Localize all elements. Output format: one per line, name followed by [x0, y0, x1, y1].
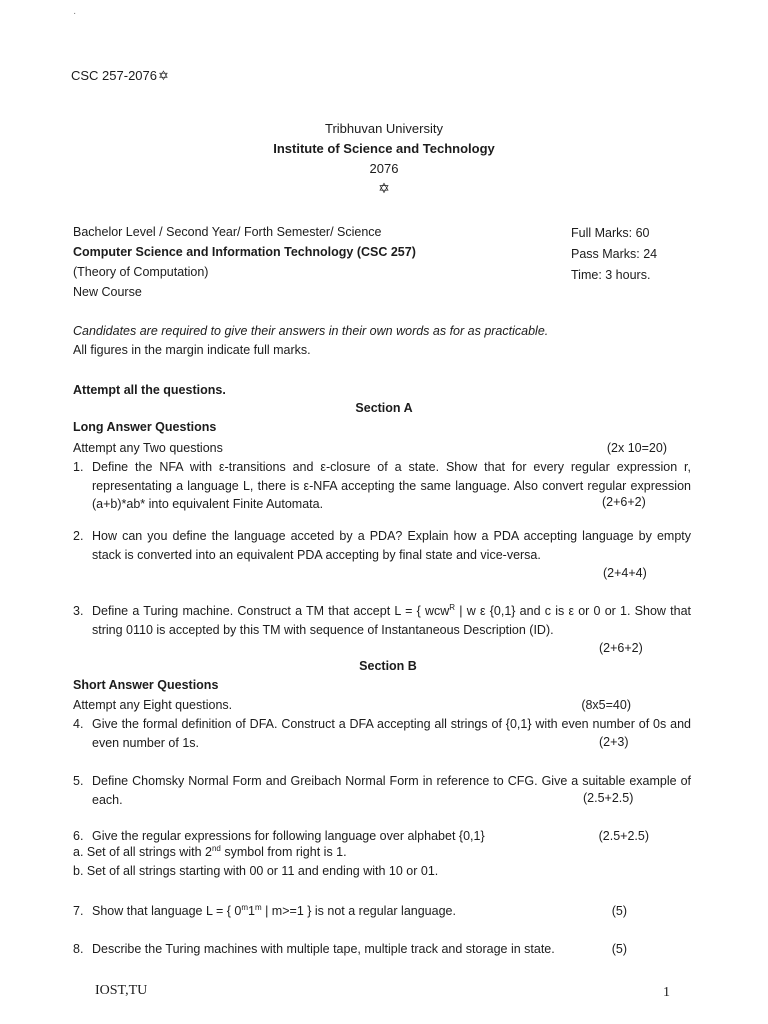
- question-text-cont: | m>=1 } is not a regular language.: [261, 904, 456, 918]
- page-number: 1: [663, 985, 670, 1000]
- part-a-text: a. Set of all strings with 2: [73, 845, 212, 859]
- question-text: How can you define the language acceted by a PDA? Explain how a PDA accepting language by empty stack is converted into an equivalent PDA accepting by final state and vice-versa.: [92, 529, 691, 562]
- attempt-all: Attempt all the questions.: [73, 383, 226, 397]
- question-marks: (5): [611, 904, 627, 918]
- question-marks: (2+3): [599, 735, 629, 749]
- question-marks: (2.5+2.5): [598, 829, 649, 843]
- superscript: m: [241, 902, 248, 912]
- question-number: 4.: [73, 717, 84, 731]
- question-text-cont: | w ε {0,1} and c is ε or 0 or 1. Show that string 0110 is accepted by this TM with sequence of Instantaneous Description (ID).: [92, 604, 692, 637]
- question-1: [73, 458, 691, 514]
- paper-code: [71, 68, 169, 84]
- instruction-line-2: All figures in the margin indicate full marks.: [73, 343, 311, 357]
- question-text: Define Chomsky Normal Form and Greibach Normal Form in reference to CFG. Give a suitable example of each.: [92, 774, 691, 807]
- time-allowed: Time: 3 hours.: [571, 268, 651, 282]
- star-of-david-icon: ✡: [378, 180, 390, 196]
- question-text: Define the NFA with ε-transitions and ε-closure of a state. Show that for every regular expression r, representating a language L, there is ε-NFA accepting the same language. Also convert regular expression (a+b)*ab* into equivalent Finite Automata.: [92, 460, 691, 511]
- question-2: [73, 527, 691, 564]
- question-8: [73, 940, 691, 959]
- question-marks: (2+4+4): [603, 566, 647, 580]
- level-line: Bachelor Level / Second Year/ Forth Semester/ Science: [73, 225, 382, 239]
- question-number: 6.: [73, 829, 84, 843]
- star-of-david-icon: ✡: [158, 68, 169, 83]
- question-6: [73, 827, 691, 846]
- section-marks: (2x 10=20): [606, 441, 667, 455]
- section-a-heading: Long Answer Questions: [73, 420, 217, 434]
- question-text: Give the formal definition of DFA. Construct a DFA accepting all strings of {0,1} with even number of 0s and even number of 1s.: [92, 717, 691, 750]
- full-marks: Full Marks: 60: [571, 226, 650, 240]
- superscript: R: [449, 602, 456, 612]
- question-number: 3.: [73, 604, 84, 618]
- question-number: 8.: [73, 942, 84, 956]
- section-a-title: Section A: [355, 401, 413, 415]
- instruction-line-1: Candidates are required to give their answers in their own words as for as practicable.: [73, 324, 549, 338]
- question-text: Describe the Turing machines with multiple tape, multiple track and storage in state.: [92, 942, 555, 956]
- superscript: nd: [211, 843, 221, 853]
- question-marks: (2+6+2): [599, 641, 643, 655]
- university-name: Tribhuvan University: [324, 121, 443, 136]
- question-marks: (2+6+2): [602, 495, 646, 509]
- question-marks: (5): [611, 942, 627, 956]
- section-b-attempt: [73, 696, 691, 715]
- footer-iost: IOST,TU: [95, 983, 148, 998]
- attempt-text: Attempt any Eight questions.: [73, 698, 233, 712]
- exam-year: 2076: [369, 161, 399, 176]
- question-6-part-b: b. Set of all strings starting with 00 or 11 and ending with 10 or 01.: [73, 864, 439, 878]
- question-number: 7.: [73, 904, 84, 918]
- question-text-mid: 1: [247, 904, 255, 918]
- part-a-text-cont: symbol from right is 1.: [220, 845, 347, 859]
- section-b-heading: Short Answer Questions: [73, 678, 219, 692]
- paper-code-text: CSC 257-2076: [71, 68, 157, 83]
- question-number: 1.: [73, 460, 84, 474]
- section-b-title: Section B: [359, 659, 417, 673]
- question-marks: (2.5+2.5): [583, 791, 634, 805]
- question-number: 5.: [73, 774, 84, 788]
- question-text: Show that language L = { 0: [92, 904, 242, 918]
- section-marks: (8x5=40): [581, 698, 631, 712]
- institute-name: Institute of Science and Technology: [273, 141, 495, 156]
- question-number: 2.: [73, 529, 84, 543]
- question-6-part-a: [73, 845, 347, 859]
- course-type-line: New Course: [73, 285, 142, 299]
- question-7: [73, 902, 691, 921]
- scan-speck: ·: [73, 8, 77, 19]
- section-a-attempt: [73, 439, 691, 458]
- subject-line: (Theory of Computation): [73, 265, 209, 279]
- course-line: Computer Science and Information Technology (CSC 257): [73, 245, 416, 259]
- superscript: m: [254, 902, 262, 912]
- question-text: Define a Turing machine. Construct a TM that accept L = { wcw: [92, 604, 450, 618]
- question-text: Give the regular expressions for following language over alphabet {0,1}: [92, 829, 485, 843]
- attempt-text: Attempt any Two questions: [73, 441, 223, 455]
- question-3: [73, 602, 691, 639]
- pass-marks: Pass Marks: 24: [571, 247, 658, 261]
